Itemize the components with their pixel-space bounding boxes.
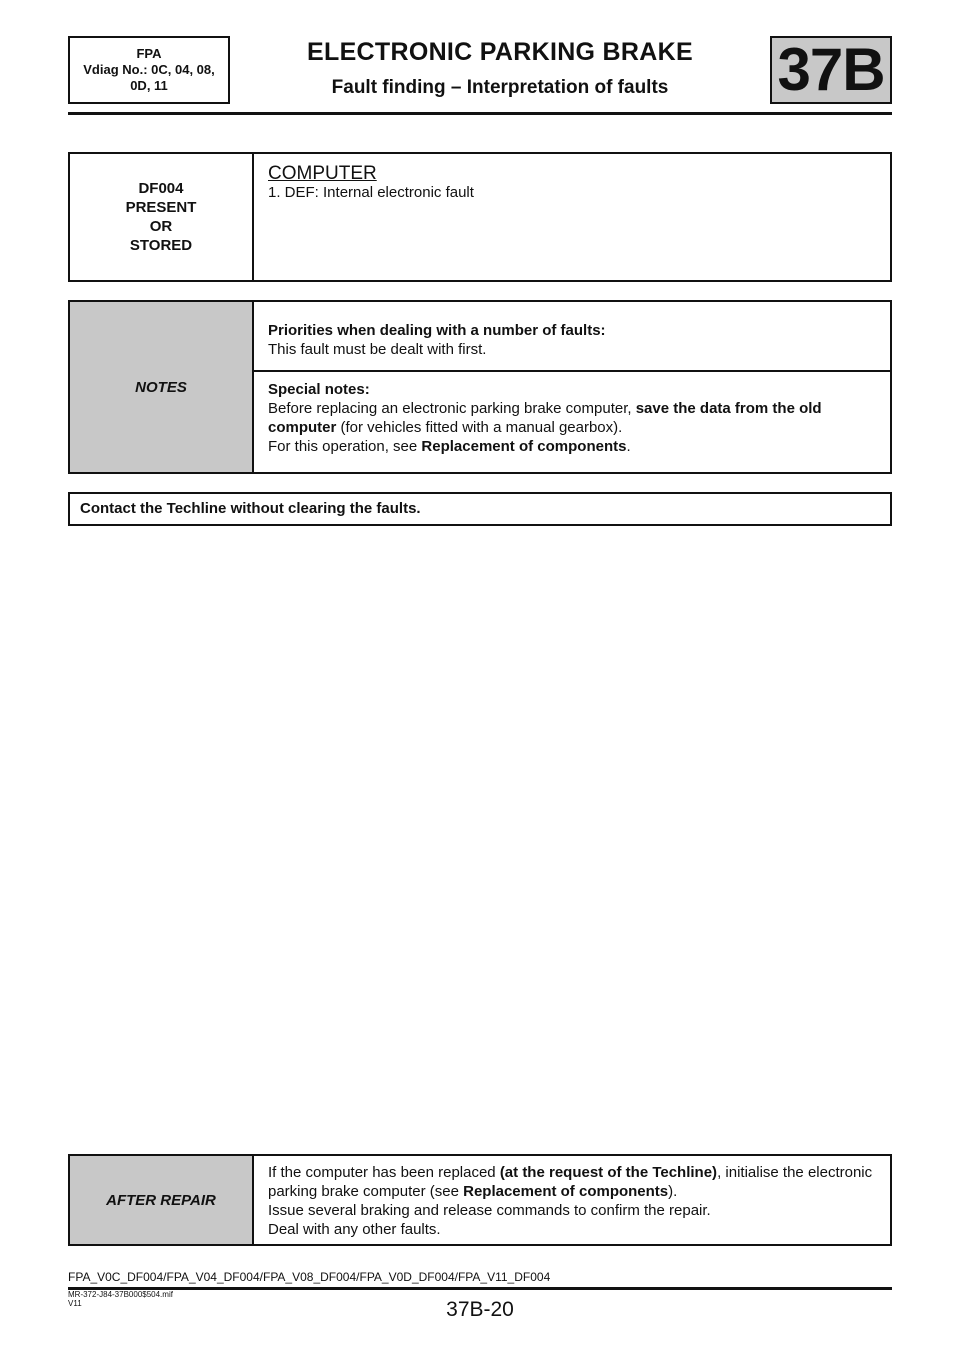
fault-reference-codes: FPA_V0C_DF004/FPA_V04_DF004/FPA_V08_DF004/FPA_V0D_DF004/FPA_V11_DF004 (68, 1270, 551, 1284)
vehicle-info-box (68, 36, 230, 104)
after-repair-table (68, 1154, 892, 1246)
special-notes-paragraph (268, 399, 876, 437)
section-code-badge: 37B (770, 36, 892, 104)
after-repair-line: Deal with any other faults. (268, 1221, 441, 1238)
notes-divider (254, 370, 890, 372)
instruction-box (68, 492, 892, 526)
fault-detail-cell (254, 164, 890, 202)
footer-divider (68, 1287, 892, 1290)
notes-label-cell (70, 302, 254, 472)
after-repair-text: If the computer has been replaced (268, 1164, 500, 1181)
special-text: . (626, 438, 631, 455)
after-repair-paragraph (268, 1163, 876, 1201)
notes-table (68, 300, 892, 474)
header-divider (68, 112, 892, 115)
document-version: V11 (68, 1299, 82, 1308)
after-repair-text: ). (668, 1183, 678, 1200)
replacement-reference: Replacement of components (421, 438, 627, 455)
fault-status: STORED (129, 237, 193, 254)
page-number: 37B-20 (446, 1298, 514, 1321)
special-notes-reference (268, 437, 876, 456)
after-repair-text: , initialise the electronic parking brake computer (see (268, 1164, 873, 1200)
special-text: Before replacing an electronic parking brake computer, (268, 400, 636, 417)
document-file: MR-372-J84-37B000$504.mif (68, 1290, 173, 1299)
after-repair-line: Issue several braking and release commands to confirm the repair. (268, 1202, 711, 1219)
vehicle-info-line: FPA (136, 46, 162, 61)
special-notes-title: Special notes: (268, 381, 370, 398)
fault-description: 1. DEF: Internal electronic fault (268, 184, 474, 201)
after-repair-label: AFTER REPAIR (106, 1191, 216, 1209)
fault-code-cell (70, 154, 254, 280)
page-subtitle: Fault finding – Interpretation of faults (331, 77, 669, 98)
priorities-cell (254, 321, 890, 359)
after-repair-text-cell (254, 1163, 890, 1239)
fault-code: DF004 (138, 180, 184, 197)
priorities-text: This fault must be dealt with first. (268, 341, 487, 358)
vehicle-info-line: 0D, 11 (130, 78, 168, 93)
fault-status: OR (149, 218, 173, 235)
fault-status: PRESENT (125, 199, 197, 216)
notes-label: NOTES (135, 378, 187, 396)
instruction-text: Contact the Techline without clearing the faults. (80, 500, 421, 517)
special-text: For this operation, see (268, 438, 422, 455)
replacement-reference: Replacement of components (463, 1183, 669, 1200)
special-emphasis: save the data from the old computer (268, 400, 822, 436)
special-text: (for vehicles fitted with a manual gearbox). (336, 419, 623, 436)
priorities-title: Priorities when dealing with a number of faults: (268, 322, 606, 339)
vehicle-info-line: Vdiag No.: 0C, 04, 08, (83, 62, 215, 77)
special-notes-cell (254, 380, 890, 456)
fault-table (68, 152, 892, 282)
page-title: ELECTRONIC PARKING BRAKE (307, 38, 693, 66)
fault-heading: COMPUTER (268, 163, 377, 184)
after-repair-emphasis: (at the request of the Techline) (499, 1164, 718, 1181)
after-repair-label-cell (70, 1156, 254, 1244)
